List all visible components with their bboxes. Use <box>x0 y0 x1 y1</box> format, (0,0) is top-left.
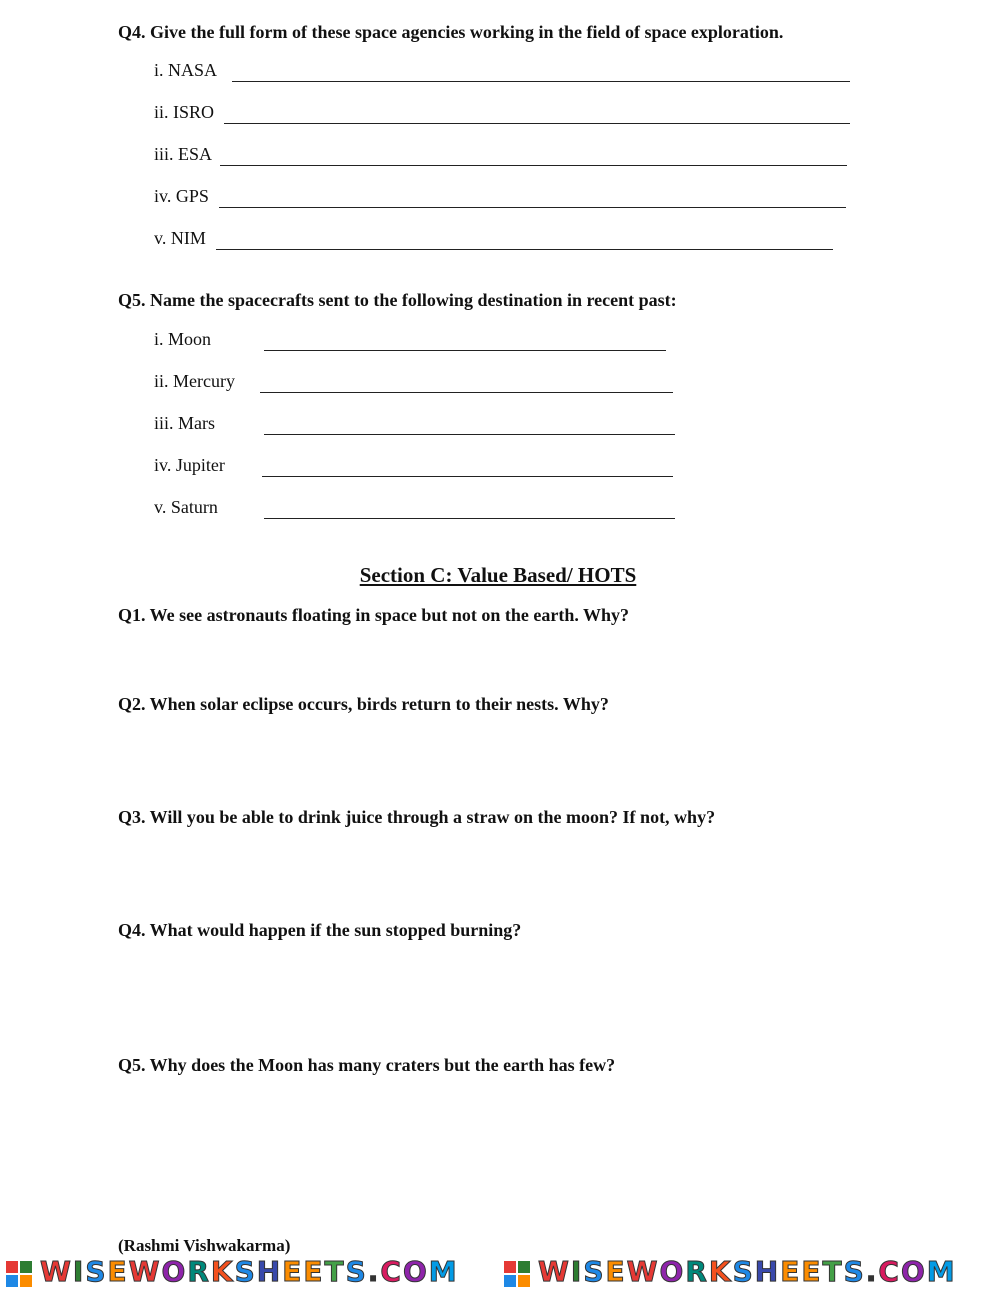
brand-name: WISEWORKSHEETS.COM <box>40 1255 459 1288</box>
answer-line[interactable] <box>216 249 833 250</box>
author-credit: (Rashmi Vishwakarma) <box>118 1236 291 1255</box>
wiseworksheets-brand <box>504 1253 996 1291</box>
agency-row-gps <box>154 186 846 210</box>
destination-row-moon <box>154 329 666 353</box>
wiseworksheets-logo-icon <box>504 1261 530 1287</box>
destination-label: i. Moon <box>154 329 212 349</box>
section-c-q2: Q2. When solar eclipse occurs, birds return to their nests. Why? <box>118 694 609 714</box>
section-c-q1: Q1. We see astronauts floating in space but not on the earth. Why? <box>118 605 630 625</box>
section-c-title: Section C: Value Based/ HOTS <box>359 563 637 587</box>
agency-row-isro <box>154 102 850 126</box>
logo-cell <box>504 1261 516 1273</box>
agency-label: iii. ESA <box>154 144 213 164</box>
agency-label: iv. GPS <box>154 186 209 206</box>
brand-name: WISEWORKSHEETS.COM <box>538 1255 957 1288</box>
agency-label: i. NASA <box>154 60 218 80</box>
section-c-q5: Q5. Why does the Moon has many craters but the earth has few? <box>118 1055 616 1075</box>
logo-cell <box>6 1275 18 1287</box>
logo-cell <box>20 1275 32 1287</box>
destination-row-saturn <box>154 497 675 521</box>
logo-cell <box>518 1275 530 1287</box>
q5-spacecrafts-question: Q5. Name the spacecrafts sent to the following destination in recent past: <box>118 290 677 310</box>
answer-line[interactable] <box>220 165 847 166</box>
destination-label: iii. Mars <box>154 413 215 433</box>
destination-row-mars <box>154 413 675 437</box>
wiseworksheets-logo-icon <box>6 1261 32 1287</box>
agency-label: ii. ISRO <box>154 102 215 122</box>
answer-line[interactable] <box>260 392 673 393</box>
logo-cell <box>6 1261 18 1273</box>
answer-line[interactable] <box>232 81 850 82</box>
agency-row-nim <box>154 228 833 252</box>
agency-label: v. NIM <box>154 228 206 248</box>
destination-label: v. Saturn <box>154 497 218 517</box>
answer-line[interactable] <box>264 434 675 435</box>
answer-line[interactable] <box>264 518 675 519</box>
section-c-q4: Q4. What would happen if the sun stopped burning? <box>118 920 522 940</box>
destination-label: ii. Mercury <box>154 371 235 391</box>
destination-row-jupiter <box>154 455 673 479</box>
wiseworksheets-brand <box>6 1253 498 1291</box>
agency-row-nasa <box>154 60 850 84</box>
answer-line[interactable] <box>219 207 846 208</box>
agency-row-esa <box>154 144 847 168</box>
section-c-q3: Q3. Will you be able to drink juice through a straw on the moon? If not, why? <box>118 807 716 827</box>
q4-agencies-question: Q4. Give the full form of these space agencies working in the field of space exploration. <box>118 22 784 42</box>
destination-row-mercury <box>154 371 673 395</box>
watermark-banner <box>0 1253 1000 1291</box>
answer-line[interactable] <box>224 123 850 124</box>
logo-cell <box>518 1261 530 1273</box>
logo-cell <box>20 1261 32 1273</box>
logo-cell <box>504 1275 516 1287</box>
answer-line[interactable] <box>262 476 673 477</box>
answer-line[interactable] <box>264 350 666 351</box>
destination-label: iv. Jupiter <box>154 455 225 475</box>
